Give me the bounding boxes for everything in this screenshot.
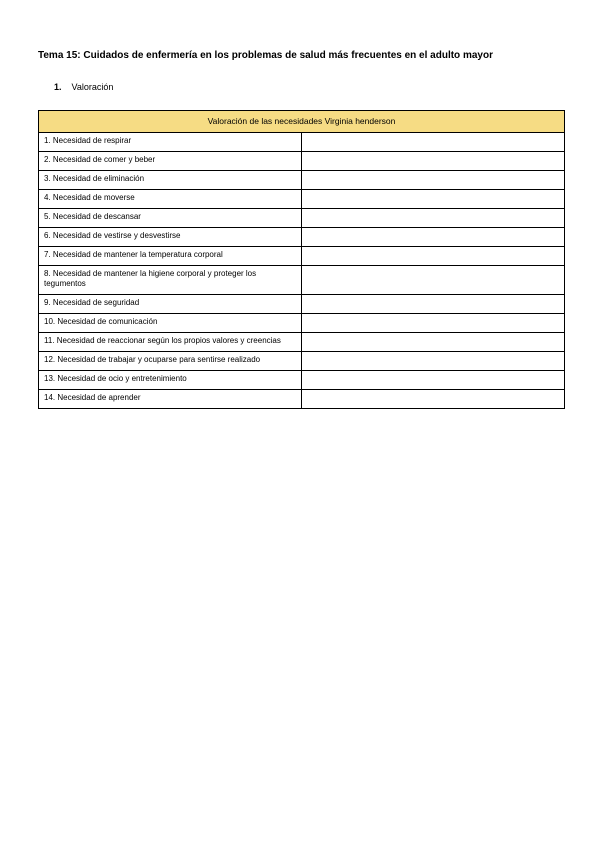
row-value-cell: [302, 351, 565, 370]
row-value-cell: [302, 228, 565, 247]
row-label-cell: 12. Necesidad de trabajar y ocuparse para sentirse realizado: [39, 351, 302, 370]
row-label-cell: 13. Necesidad de ocio y entretenimiento: [39, 370, 302, 389]
row-label-cell: 3. Necesidad de eliminación: [39, 171, 302, 190]
row-label-cell: 8. Necesidad de mantener la higiene corporal y proteger los tegumentos: [39, 266, 302, 295]
table-row: [39, 389, 565, 408]
table-header-row: [39, 111, 565, 133]
table-row: [39, 370, 565, 389]
row-label-cell: 10. Necesidad de comunicación: [39, 313, 302, 332]
row-value-cell: [302, 294, 565, 313]
row-label-cell: 5. Necesidad de descansar: [39, 209, 302, 228]
list-item-valoracion: [54, 82, 564, 92]
table-header-cell: Valoración de las necesidades Virginia henderson: [39, 111, 565, 133]
row-value-cell: [302, 370, 565, 389]
table-row: [39, 228, 565, 247]
table-row: [39, 133, 565, 152]
row-label-cell: 2. Necesidad de comer y beber: [39, 152, 302, 171]
table-row: [39, 351, 565, 370]
row-value-cell: [302, 152, 565, 171]
list-item-number: 1.: [54, 82, 62, 92]
table-row: [39, 313, 565, 332]
row-label-cell: 7. Necesidad de mantener la temperatura corporal: [39, 247, 302, 266]
row-value-cell: [302, 266, 565, 295]
henderson-needs-table: [38, 110, 565, 409]
row-label-cell: 1. Necesidad de respirar: [39, 133, 302, 152]
table-row: [39, 190, 565, 209]
table-row: [39, 294, 565, 313]
row-value-cell: [302, 190, 565, 209]
table-row: [39, 247, 565, 266]
page-title: Tema 15: Cuidados de enfermería en los problemas de salud más frecuentes en el adulto mayor: [38, 50, 493, 61]
row-value-cell: [302, 133, 565, 152]
table-row: [39, 152, 565, 171]
table-head: [39, 111, 565, 133]
row-label-cell: 11. Necesidad de reaccionar según los propios valores y creencias: [39, 332, 302, 351]
row-value-cell: [302, 171, 565, 190]
table-row: [39, 209, 565, 228]
table-row: [39, 171, 565, 190]
row-label-cell: 14. Necesidad de aprender: [39, 389, 302, 408]
row-value-cell: [302, 389, 565, 408]
row-label-cell: 9. Necesidad de seguridad: [39, 294, 302, 313]
row-value-cell: [302, 313, 565, 332]
table-row: [39, 266, 565, 295]
row-label-cell: 4. Necesidad de moverse: [39, 190, 302, 209]
table-row: [39, 332, 565, 351]
row-value-cell: [302, 209, 565, 228]
list-item-label: Valoración: [71, 82, 114, 92]
row-label-cell: 6. Necesidad de vestirse y desvestirse: [39, 228, 302, 247]
table-body: [39, 133, 565, 409]
document-page: [0, 0, 600, 409]
row-value-cell: [302, 332, 565, 351]
row-value-cell: [302, 247, 565, 266]
